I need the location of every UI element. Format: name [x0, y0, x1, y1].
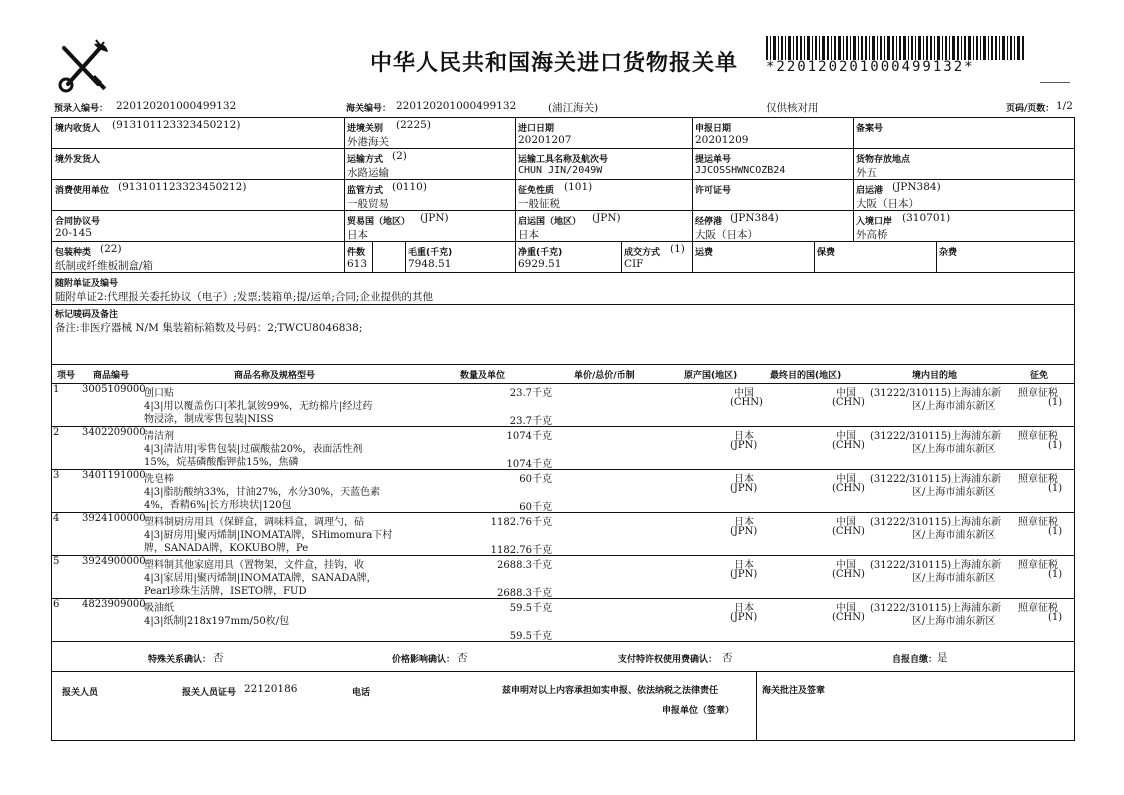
- item-levy: 照章征税: [1018, 560, 1058, 571]
- item-dest: 中国: [836, 474, 856, 485]
- item-no: 4: [53, 513, 60, 524]
- item-code: 3401191000: [82, 470, 146, 481]
- table-row: [52, 556, 1074, 598]
- item-levy: 照章征税: [1018, 388, 1058, 399]
- separator-line: [1040, 82, 1070, 83]
- origin-country-label: 启运国（地区）: [518, 217, 582, 227]
- col-header-origin: 原产国(地区): [684, 371, 738, 381]
- net-label: 净重(千克): [518, 248, 563, 258]
- pre-entry-label: 预录入编号：: [54, 104, 109, 114]
- gross-label: 毛重(千克): [408, 248, 453, 258]
- item-spec-line2: Pearl珍珠生活牌，ISETO牌，FUD: [144, 586, 307, 597]
- item-code: 3005109000: [82, 384, 146, 395]
- item-spec-line1: 4|3|清洁用|零售包装|过碳酸盐20%，表面活性剂: [144, 444, 363, 455]
- item-levy-code: (1): [1048, 569, 1063, 580]
- entry-port-code: (2225): [396, 119, 431, 131]
- storage-label: 货物存放地点: [856, 155, 911, 165]
- item-origin-code: (JPN): [730, 440, 758, 451]
- item-spec-line1: 4|3|厨房用|聚丙烯制|INOMATA牌，SHimomura下村: [144, 530, 393, 541]
- freight-label: 运费: [695, 248, 714, 258]
- item-spec-line1: 4|3|脂肪酸纳33%，甘油27%，水分30%，天蓝色素: [144, 487, 381, 498]
- customs-name: (浦江海关): [548, 102, 599, 114]
- item-qty: 1182.76千克: [490, 517, 552, 528]
- transport-mode-value: 水路运输: [347, 167, 389, 179]
- pre-entry-no: 220120201000499132: [116, 100, 237, 112]
- levy-label: 征免性质: [518, 186, 555, 196]
- item-levy: 照章征税: [1018, 517, 1058, 528]
- col-header-no: 项号: [57, 371, 76, 381]
- item-code: 3924100000: [82, 513, 146, 524]
- item-spec-line2: 牌，SANADA牌，KOKUBO牌，Pe: [144, 543, 309, 554]
- item-origin-code: (CHN): [730, 397, 763, 408]
- entry-point-code: (310701): [902, 212, 951, 224]
- item-domestic-line2: 区/上海市浦东新区: [912, 401, 996, 412]
- storage-value: 外五: [856, 167, 877, 179]
- table-row: [52, 513, 1074, 555]
- license-label: 许可证号: [695, 186, 732, 196]
- item-levy: 照章征税: [1018, 474, 1058, 485]
- shipper-label: 境外发货人: [55, 155, 101, 165]
- item-qty: 23.7千克: [509, 388, 552, 399]
- entry-point-value: 外高桥: [856, 229, 888, 241]
- item-qty: 60千克: [519, 474, 552, 485]
- item-levy-code: (1): [1048, 612, 1063, 623]
- item-origin-code: (JPN): [730, 569, 758, 580]
- insurance-label: 保费: [817, 248, 836, 258]
- origin-country-code: (JPN): [592, 212, 621, 224]
- col-header-price: 单价/总价/币制: [574, 371, 635, 381]
- item-qty-secondary: 59.5千克: [509, 631, 552, 642]
- consignee-value: (913101123323450212): [112, 119, 241, 131]
- item-origin-code: (JPN): [730, 526, 758, 537]
- item-origin-code: (JPN): [730, 612, 758, 623]
- item-domestic-line2: 区/上海市浦东新区: [912, 573, 996, 584]
- item-dest-code: (CHN): [832, 397, 865, 408]
- supervision-code: (0110): [392, 181, 427, 193]
- item-origin: 日本: [734, 603, 754, 614]
- levy-code: (101): [564, 181, 593, 193]
- item-code: 3924900000: [82, 556, 146, 567]
- item-levy: 照章征税: [1018, 603, 1058, 614]
- item-dest: 中国: [836, 603, 856, 614]
- document-title: 中华人民共和国海关进口货物报关单: [370, 51, 739, 76]
- pieces-label: 件数: [347, 248, 366, 258]
- barcode: [766, 36, 1024, 60]
- misc-label: 杂费: [939, 248, 958, 258]
- item-qty: 2688.3千克: [497, 560, 552, 571]
- item-no: 5: [53, 556, 60, 567]
- statement-text: 兹申明对以上内容承担如实申报、依法纳税之法律责任: [502, 686, 719, 696]
- item-qty-secondary: 1182.76千克: [490, 545, 552, 556]
- barcode-text: *220120201000499132*: [766, 59, 975, 75]
- entry-port-value: 外港海关: [347, 136, 389, 148]
- supervision-label: 监管方式: [347, 186, 384, 196]
- bl-label: 提运单号: [695, 155, 732, 165]
- item-dest-code: (CHN): [832, 569, 865, 580]
- royalty-label: 支付特许权使用费确认：: [618, 655, 718, 665]
- item-qty: 59.5千克: [509, 603, 552, 614]
- item-domestic: (31222/310115)上海浦东新: [870, 560, 1002, 571]
- departure-port-code: (JPN384): [892, 181, 941, 193]
- item-qty: 1074千克: [506, 431, 552, 442]
- price-impact-value: 否: [457, 652, 468, 664]
- levy-value: 一般征税: [518, 198, 560, 210]
- item-name: 清洁剂: [144, 431, 174, 442]
- customs-no: 220120201000499132: [396, 100, 517, 112]
- item-dest: 中国: [836, 560, 856, 571]
- vessel-label: 运输工具名称及航次号: [518, 155, 609, 165]
- departure-port-label: 启运港: [856, 186, 884, 196]
- bl-value: JJCOSSHWNCOZB24: [695, 165, 786, 176]
- phone-label: 电话: [352, 688, 371, 698]
- royalty-value: 否: [722, 652, 733, 664]
- deal-value: CIF: [624, 258, 644, 270]
- item-dest: 中国: [836, 517, 856, 528]
- table-row: [52, 427, 1074, 469]
- item-no: 2: [53, 427, 60, 438]
- item-dest-code: (CHN): [832, 612, 865, 623]
- package-label: 包装种类: [55, 248, 92, 258]
- item-dest-code: (CHN): [832, 483, 865, 494]
- stop-port-label: 经停港: [695, 217, 723, 227]
- transport-mode-code: (2): [392, 150, 407, 162]
- item-dest: 中国: [836, 431, 856, 442]
- item-name: 塑料制其他家庭用具（置物架，文件盒，挂钩，收: [144, 560, 364, 571]
- package-code: (22): [100, 243, 122, 255]
- col-header-qty: 数量及单位: [460, 371, 506, 381]
- item-domestic: (31222/310115)上海浦东新: [870, 603, 1002, 614]
- item-spec-line1: 4|3|家居用|聚丙烯制|INOMATA牌，SANADA牌，: [144, 573, 377, 584]
- page-label: 页码/页数：: [1006, 104, 1055, 114]
- trade-country-value: 日本: [347, 229, 368, 241]
- item-origin: 日本: [734, 474, 754, 485]
- declare-date-value: 20201209: [695, 134, 749, 146]
- import-date-label: 进口日期: [518, 124, 555, 134]
- entry-point-label: 入境口岸: [856, 217, 893, 227]
- record-no-label: 备案号: [856, 124, 884, 134]
- page-value: 1/2: [1056, 100, 1073, 112]
- consignee-label: 境内收货人: [55, 124, 101, 134]
- supervision-value: 一般贸易: [347, 198, 389, 210]
- declarant-cert-label: 报关人员证号: [182, 688, 237, 698]
- item-levy-code: (1): [1048, 526, 1063, 537]
- item-name: 洗皂棒: [144, 474, 174, 485]
- item-qty-secondary: 2688.3千克: [497, 588, 552, 599]
- pieces-value: 613: [347, 258, 368, 270]
- customs-emblem-icon: [54, 38, 112, 96]
- marks-label: 标记唛码及备注: [55, 310, 119, 320]
- item-domestic: (31222/310115)上海浦东新: [870, 517, 1002, 528]
- import-date-value: 20201207: [518, 134, 572, 146]
- docs-value: 随附单证2:代理报关委托协议（电子）;发票;装箱单;提/运单;合同;企业提供的其他: [55, 291, 433, 303]
- special-relation-label: 特殊关系确认：: [148, 655, 212, 665]
- table-row: [52, 599, 1074, 641]
- item-levy-code: (1): [1048, 397, 1063, 408]
- col-header-domestic: 境内目的地: [912, 371, 958, 381]
- transport-mode-label: 运输方式: [347, 155, 384, 165]
- special-relation-value: 否: [213, 652, 224, 664]
- table-row: [52, 470, 1074, 512]
- item-name: 塑料制厨房用具（保鲜盒，调味料盒，调理勺，砧: [144, 517, 364, 528]
- gross-value: 7948.51: [408, 258, 452, 270]
- departure-port-value: 大阪（日本）: [856, 198, 919, 210]
- item-name: 创口贴: [144, 388, 174, 399]
- item-origin: 日本: [734, 560, 754, 571]
- declarant-cert-value: 22120186: [244, 683, 298, 695]
- item-origin: 日本: [734, 431, 754, 442]
- item-name: 吸油纸: [144, 603, 174, 614]
- trade-country-code: (JPN): [420, 212, 449, 224]
- item-spec-line1: 4|3|用以覆盖伤口|苯扎氯铵99%，无纺棉片|经过药: [144, 401, 373, 412]
- item-qty-secondary: 60千克: [519, 502, 552, 513]
- col-header-name: 商品名称及规格型号: [234, 371, 316, 381]
- package-value: 纸制或纤维板制盒/箱: [55, 260, 154, 272]
- item-origin-code: (JPN): [730, 483, 758, 494]
- item-qty-secondary: 23.7千克: [509, 416, 552, 427]
- docs-label: 随附单证及编号: [55, 279, 119, 289]
- origin-country-value: 日本: [518, 229, 539, 241]
- item-qty-secondary: 1074千克: [506, 459, 552, 470]
- marks-value: 备注:非医疗器械 N/M 集装箱标箱数及号码：2;TWCU8046838;: [55, 322, 363, 334]
- item-dest-code: (CHN): [832, 526, 865, 537]
- item-domestic: (31222/310115)上海浦东新: [870, 431, 1002, 442]
- trade-country-label: 贸易国（地区）: [347, 217, 411, 227]
- stop-port-code: (JPN384): [730, 212, 779, 224]
- item-domestic: (31222/310115)上海浦东新: [870, 388, 1002, 399]
- consumer-label: 消费使用单位: [55, 186, 110, 196]
- item-dest: 中国: [836, 388, 856, 399]
- item-levy-code: (1): [1048, 440, 1063, 451]
- unit-sign-label: 申报单位（签章）: [662, 706, 735, 716]
- item-domestic: (31222/310115)上海浦东新: [870, 474, 1002, 485]
- contract-value: 20-145: [55, 227, 92, 239]
- item-no: 3: [53, 470, 60, 481]
- verify-note: 仅供核对用: [766, 102, 819, 114]
- item-spec-line2: 15%，烷基磷酸酯钾盐15%，焦磷: [144, 457, 299, 468]
- declare-date-label: 申报日期: [695, 124, 732, 134]
- item-spec-line2: 4%，香精6%|长方形块状|120包: [144, 500, 292, 511]
- consumer-value: (913101123323450212): [118, 181, 247, 193]
- deal-code: (1): [670, 243, 685, 255]
- vessel-value: CHUN JIN/2049W: [518, 165, 603, 176]
- item-no: 6: [53, 599, 60, 610]
- item-domestic-line2: 区/上海市浦东新区: [912, 487, 996, 498]
- stop-port-value: 大阪（日本）: [695, 229, 758, 241]
- table-row: [52, 384, 1074, 426]
- item-spec-line1: 4|3|纸制|218x197mm/50枚/包: [144, 616, 290, 627]
- item-domestic-line2: 区/上海市浦东新区: [912, 444, 996, 455]
- col-header-code: 商品编号: [93, 371, 130, 381]
- item-domestic-line2: 区/上海市浦东新区: [912, 616, 996, 627]
- col-header-levy: 征免: [1030, 371, 1049, 381]
- item-levy-code: (1): [1048, 483, 1063, 494]
- item-origin: 中国: [734, 388, 754, 399]
- item-origin: 日本: [734, 517, 754, 528]
- item-code: 4823909000: [82, 599, 146, 610]
- item-dest-code: (CHN): [832, 440, 865, 451]
- deal-label: 成交方式: [624, 248, 661, 258]
- self-pay-label: 自报自缴：: [892, 655, 938, 665]
- entry-port-label: 进境关别: [347, 124, 384, 134]
- net-value: 6929.51: [518, 258, 562, 270]
- customs-sign-label: 海关批注及签章: [762, 686, 826, 696]
- price-impact-label: 价格影响确认：: [392, 655, 456, 665]
- item-code: 3402209000: [82, 427, 146, 438]
- customs-no-label: 海关编号：: [346, 104, 392, 114]
- item-levy: 照章征税: [1018, 431, 1058, 442]
- self-pay-value: 是: [937, 652, 948, 664]
- declarant-label: 报关人员: [62, 688, 99, 698]
- item-domestic-line2: 区/上海市浦东新区: [912, 530, 996, 541]
- item-spec-line2: 物浸涂，制成零售包装|NISS: [144, 414, 274, 425]
- col-header-dest: 最终目的国(地区): [770, 371, 842, 381]
- contract-label: 合同协议号: [55, 217, 101, 227]
- item-no: 1: [53, 384, 60, 395]
